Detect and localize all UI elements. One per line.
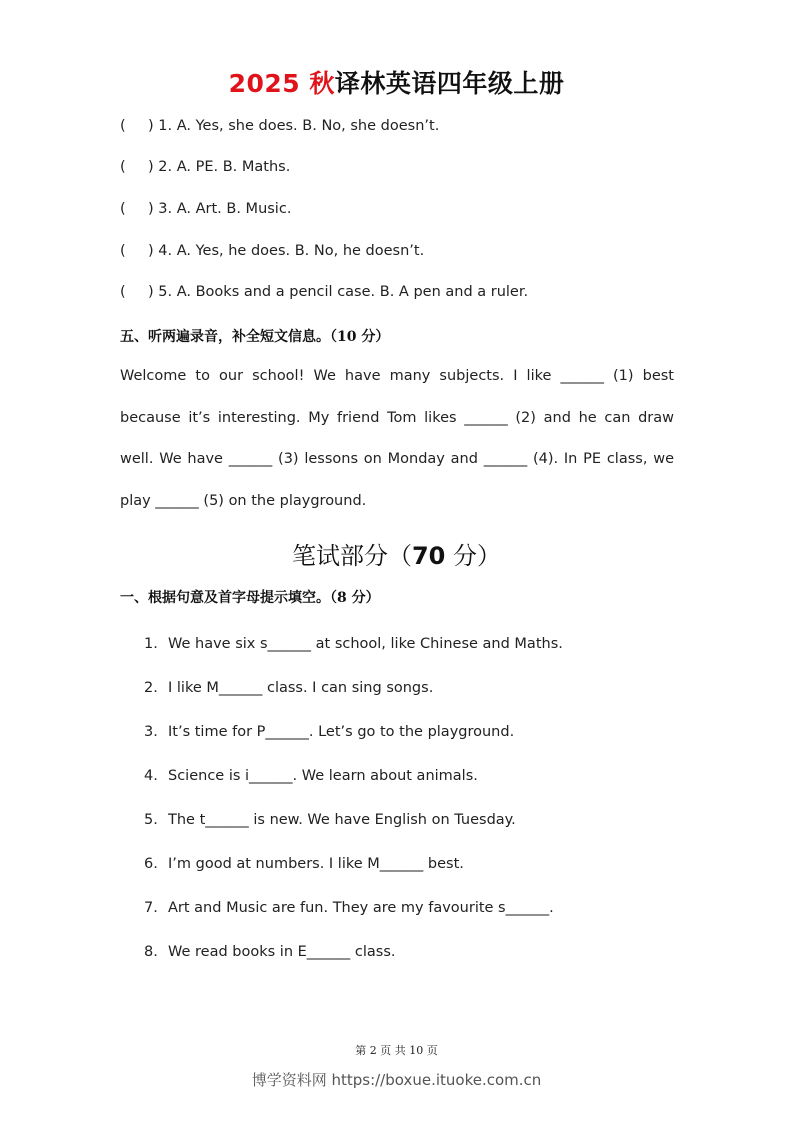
- item-number: 8.: [144, 944, 158, 960]
- item-text: Art and Music are fun. They are my favourite s______.: [168, 900, 554, 916]
- item-number: 5.: [144, 812, 158, 828]
- answer-bracket-open: (: [120, 118, 126, 134]
- listening-item: [120, 243, 424, 259]
- title-year: 2025 秋: [228, 69, 335, 98]
- answer-bracket-open: (: [120, 284, 126, 300]
- item-text: Science is i______. We learn about animals.: [168, 768, 478, 784]
- answer-bracket-open: (: [120, 159, 126, 175]
- written-part-title: [0, 536, 793, 571]
- page-number: 第 2 页 共 10 页: [355, 1044, 438, 1057]
- item-text: We read books in E______ class.: [168, 944, 396, 960]
- answer-bracket-close: ): [148, 201, 154, 217]
- list-item: [144, 944, 563, 988]
- item-text: It’s time for P______. Let’s go to the playground.: [168, 724, 515, 740]
- answer-bracket-close: ): [148, 284, 154, 300]
- item-text: I like M______ class. I can sing songs.: [168, 680, 434, 696]
- page-title: [0, 64, 793, 100]
- item-number: 1.: [144, 636, 158, 652]
- list-item: [144, 900, 563, 944]
- list-item: [144, 724, 563, 768]
- answer-bracket-close: ): [148, 118, 154, 134]
- list-item: [144, 636, 563, 680]
- section-five-passage: Welcome to our school! We have many subjects. I like ______ (1) best because it’s interesting. My friend Tom likes ______ (2) and he can draw well. We have ______ (3) lessons on Monday and ______ (4). In PE class, we play ______ (5) on the playground.: [120, 368, 674, 509]
- written-title-prefix: 笔试部分（: [291, 542, 412, 570]
- list-item: [144, 812, 563, 856]
- item-number: 2.: [144, 680, 158, 696]
- list-item: [144, 680, 563, 724]
- list-item: [144, 856, 563, 900]
- site-watermark: 博学资料网 https://boxue.ituoke.com.cn: [251, 1071, 542, 1089]
- answer-bracket-open: (: [120, 243, 126, 259]
- item-text: 2. A. PE. B. Maths.: [158, 159, 291, 175]
- list-item: [144, 768, 563, 812]
- section-five-heading: 五、听两遍录音，补全短文信息。（10 分）: [120, 329, 390, 345]
- title-main: 译林英语四年级上册: [334, 69, 565, 98]
- item-number: 6.: [144, 856, 158, 872]
- listening-item: [120, 201, 291, 217]
- item-number: 4.: [144, 768, 158, 784]
- item-text: 5. A. Books and a pencil case. B. A pen and a ruler.: [158, 284, 529, 300]
- written-title-score: 70: [411, 542, 446, 570]
- item-text: 1. A. Yes, she does. B. No, she doesn’t.: [158, 118, 440, 134]
- item-number: 3.: [144, 724, 158, 740]
- listening-item: [120, 284, 528, 300]
- item-text: We have six s______ at school, like Chinese and Maths.: [168, 636, 563, 652]
- listening-item: [120, 159, 290, 175]
- item-text: I’m good at numbers. I like M______ best.: [168, 856, 464, 872]
- written-title-suffix: 分）: [445, 542, 502, 570]
- answer-bracket-open: (: [120, 201, 126, 217]
- section-one-heading: 一、根据句意及首字母提示填空。（8 分）: [120, 590, 380, 606]
- item-text: The t______ is new. We have English on Tuesday.: [168, 812, 516, 828]
- item-number: 7.: [144, 900, 158, 916]
- item-text: 3. A. Art. B. Music.: [158, 201, 292, 217]
- fill-in-list: [144, 636, 563, 988]
- listening-item: [120, 118, 439, 134]
- item-text: 4. A. Yes, he does. B. No, he doesn’t.: [158, 243, 425, 259]
- answer-bracket-close: ): [148, 159, 154, 175]
- answer-bracket-close: ): [148, 243, 154, 259]
